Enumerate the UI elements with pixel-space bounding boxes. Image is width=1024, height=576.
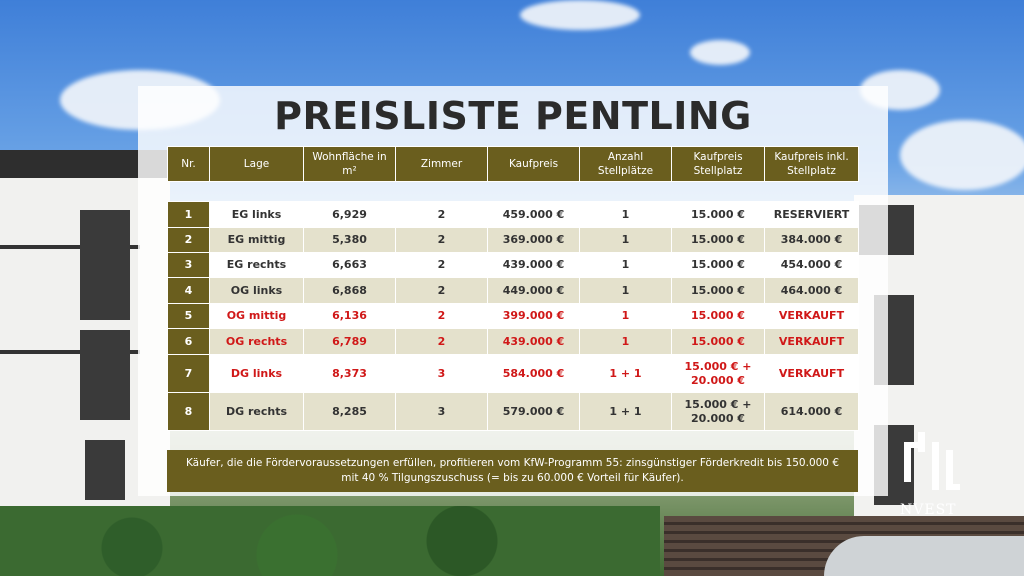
- cell-kaufpreis: 584.000 €: [488, 355, 580, 393]
- cell-preis-stellplatz: 15.000 €: [672, 329, 765, 355]
- col-preis-stellplatz: Kaufpreis Stellplatz: [672, 147, 765, 182]
- price-table-header: [167, 146, 859, 182]
- cell-preis-stellplatz: 15.000 €: [672, 278, 765, 304]
- col-lage: Lage: [210, 147, 304, 182]
- cell-kaufpreis: 579.000 €: [488, 393, 580, 431]
- cell-nr: 8: [168, 393, 210, 431]
- table-row: [168, 253, 859, 278]
- cell-zimmer: 2: [396, 278, 488, 304]
- col-wohnflaeche: Wohnfläche in m²: [304, 147, 396, 182]
- table-row: [168, 329, 859, 355]
- cell-lage: DG links: [210, 355, 304, 393]
- page-title: PREISLISTE PENTLING: [274, 94, 752, 138]
- cell-zimmer: 2: [396, 329, 488, 355]
- cell-nr: 2: [168, 228, 210, 253]
- col-nr: Nr.: [168, 147, 210, 182]
- cell-inkl: 384.000 €: [765, 228, 859, 253]
- cell-preis-stellplatz: 15.000 € + 20.000 €: [672, 393, 765, 431]
- table-row: [168, 228, 859, 253]
- cell-flaeche: 6,929: [304, 202, 396, 228]
- cell-inkl: VERKAUFT: [765, 355, 859, 393]
- cell-lage: EG links: [210, 202, 304, 228]
- col-kaufpreis: Kaufpreis: [488, 147, 580, 182]
- cell-lage: DG rechts: [210, 393, 304, 431]
- cell-stellplaetze: 1 + 1: [580, 355, 672, 393]
- table-row: [168, 304, 859, 329]
- cell-kaufpreis: 369.000 €: [488, 228, 580, 253]
- cell-stellplaetze: 1: [580, 228, 672, 253]
- cell-zimmer: 2: [396, 228, 488, 253]
- cell-inkl: RESERVIERT: [765, 202, 859, 228]
- cell-zimmer: 3: [396, 355, 488, 393]
- cell-flaeche: 6,663: [304, 253, 396, 278]
- cell-zimmer: 2: [396, 253, 488, 278]
- cell-preis-stellplatz: 15.000 € + 20.000 €: [672, 355, 765, 393]
- cell-inkl: 454.000 €: [765, 253, 859, 278]
- cell-flaeche: 5,380: [304, 228, 396, 253]
- cell-flaeche: 8,373: [304, 355, 396, 393]
- cell-stellplaetze: 1: [580, 329, 672, 355]
- cell-preis-stellplatz: 15.000 €: [672, 202, 765, 228]
- cell-stellplaetze: 1 + 1: [580, 393, 672, 431]
- cell-lage: EG rechts: [210, 253, 304, 278]
- cell-nr: 4: [168, 278, 210, 304]
- cell-inkl: 464.000 €: [765, 278, 859, 304]
- cell-nr: 6: [168, 329, 210, 355]
- logo-text: NVEST: [900, 502, 957, 518]
- cell-inkl: VERKAUFT: [765, 304, 859, 329]
- cell-kaufpreis: 449.000 €: [488, 278, 580, 304]
- cell-kaufpreis: 399.000 €: [488, 304, 580, 329]
- cell-lage: OG rechts: [210, 329, 304, 355]
- col-zimmer: Zimmer: [396, 147, 488, 182]
- cell-zimmer: 2: [396, 202, 488, 228]
- cell-preis-stellplatz: 15.000 €: [672, 228, 765, 253]
- cell-inkl: 614.000 €: [765, 393, 859, 431]
- cell-nr: 5: [168, 304, 210, 329]
- cell-kaufpreis: 439.000 €: [488, 329, 580, 355]
- cell-zimmer: 3: [396, 393, 488, 431]
- cell-nr: 3: [168, 253, 210, 278]
- cell-preis-stellplatz: 15.000 €: [672, 304, 765, 329]
- cell-stellplaetze: 1: [580, 278, 672, 304]
- cell-stellplaetze: 1: [580, 304, 672, 329]
- col-inkl-stellplatz: Kaufpreis inkl. Stellplatz: [765, 147, 859, 182]
- cell-kaufpreis: 459.000 €: [488, 202, 580, 228]
- table-row: [168, 355, 859, 393]
- cell-lage: OG mittig: [210, 304, 304, 329]
- cell-nr: 1: [168, 202, 210, 228]
- col-stellplaetze: Anzahl Stellplätze: [580, 147, 672, 182]
- cell-inkl: VERKAUFT: [765, 329, 859, 355]
- hedge: [0, 506, 660, 576]
- cell-flaeche: 6,136: [304, 304, 396, 329]
- cell-lage: EG mittig: [210, 228, 304, 253]
- cell-flaeche: 8,285: [304, 393, 396, 431]
- cell-kaufpreis: 439.000 €: [488, 253, 580, 278]
- table-row: [168, 278, 859, 304]
- cell-zimmer: 2: [396, 304, 488, 329]
- invest-logo: [898, 432, 978, 522]
- car: [824, 536, 1024, 576]
- cell-stellplaetze: 1: [580, 202, 672, 228]
- cell-nr: 7: [168, 355, 210, 393]
- table-row: [168, 202, 859, 228]
- kfw-note: Käufer, die die Fördervoraussetzungen erfüllen, profitieren vom KfW-Programm 55: zinsgünstiger Förderkredit bis 150.000 € mit 40 % Tilgungszuschuss (= bis zu 60.000 € Vorteil für Käufer).: [167, 450, 858, 492]
- cell-flaeche: 6,868: [304, 278, 396, 304]
- table-row: [168, 393, 859, 431]
- price-table: [167, 201, 859, 431]
- cell-lage: OG links: [210, 278, 304, 304]
- cell-preis-stellplatz: 15.000 €: [672, 253, 765, 278]
- cell-flaeche: 6,789: [304, 329, 396, 355]
- cell-stellplaetze: 1: [580, 253, 672, 278]
